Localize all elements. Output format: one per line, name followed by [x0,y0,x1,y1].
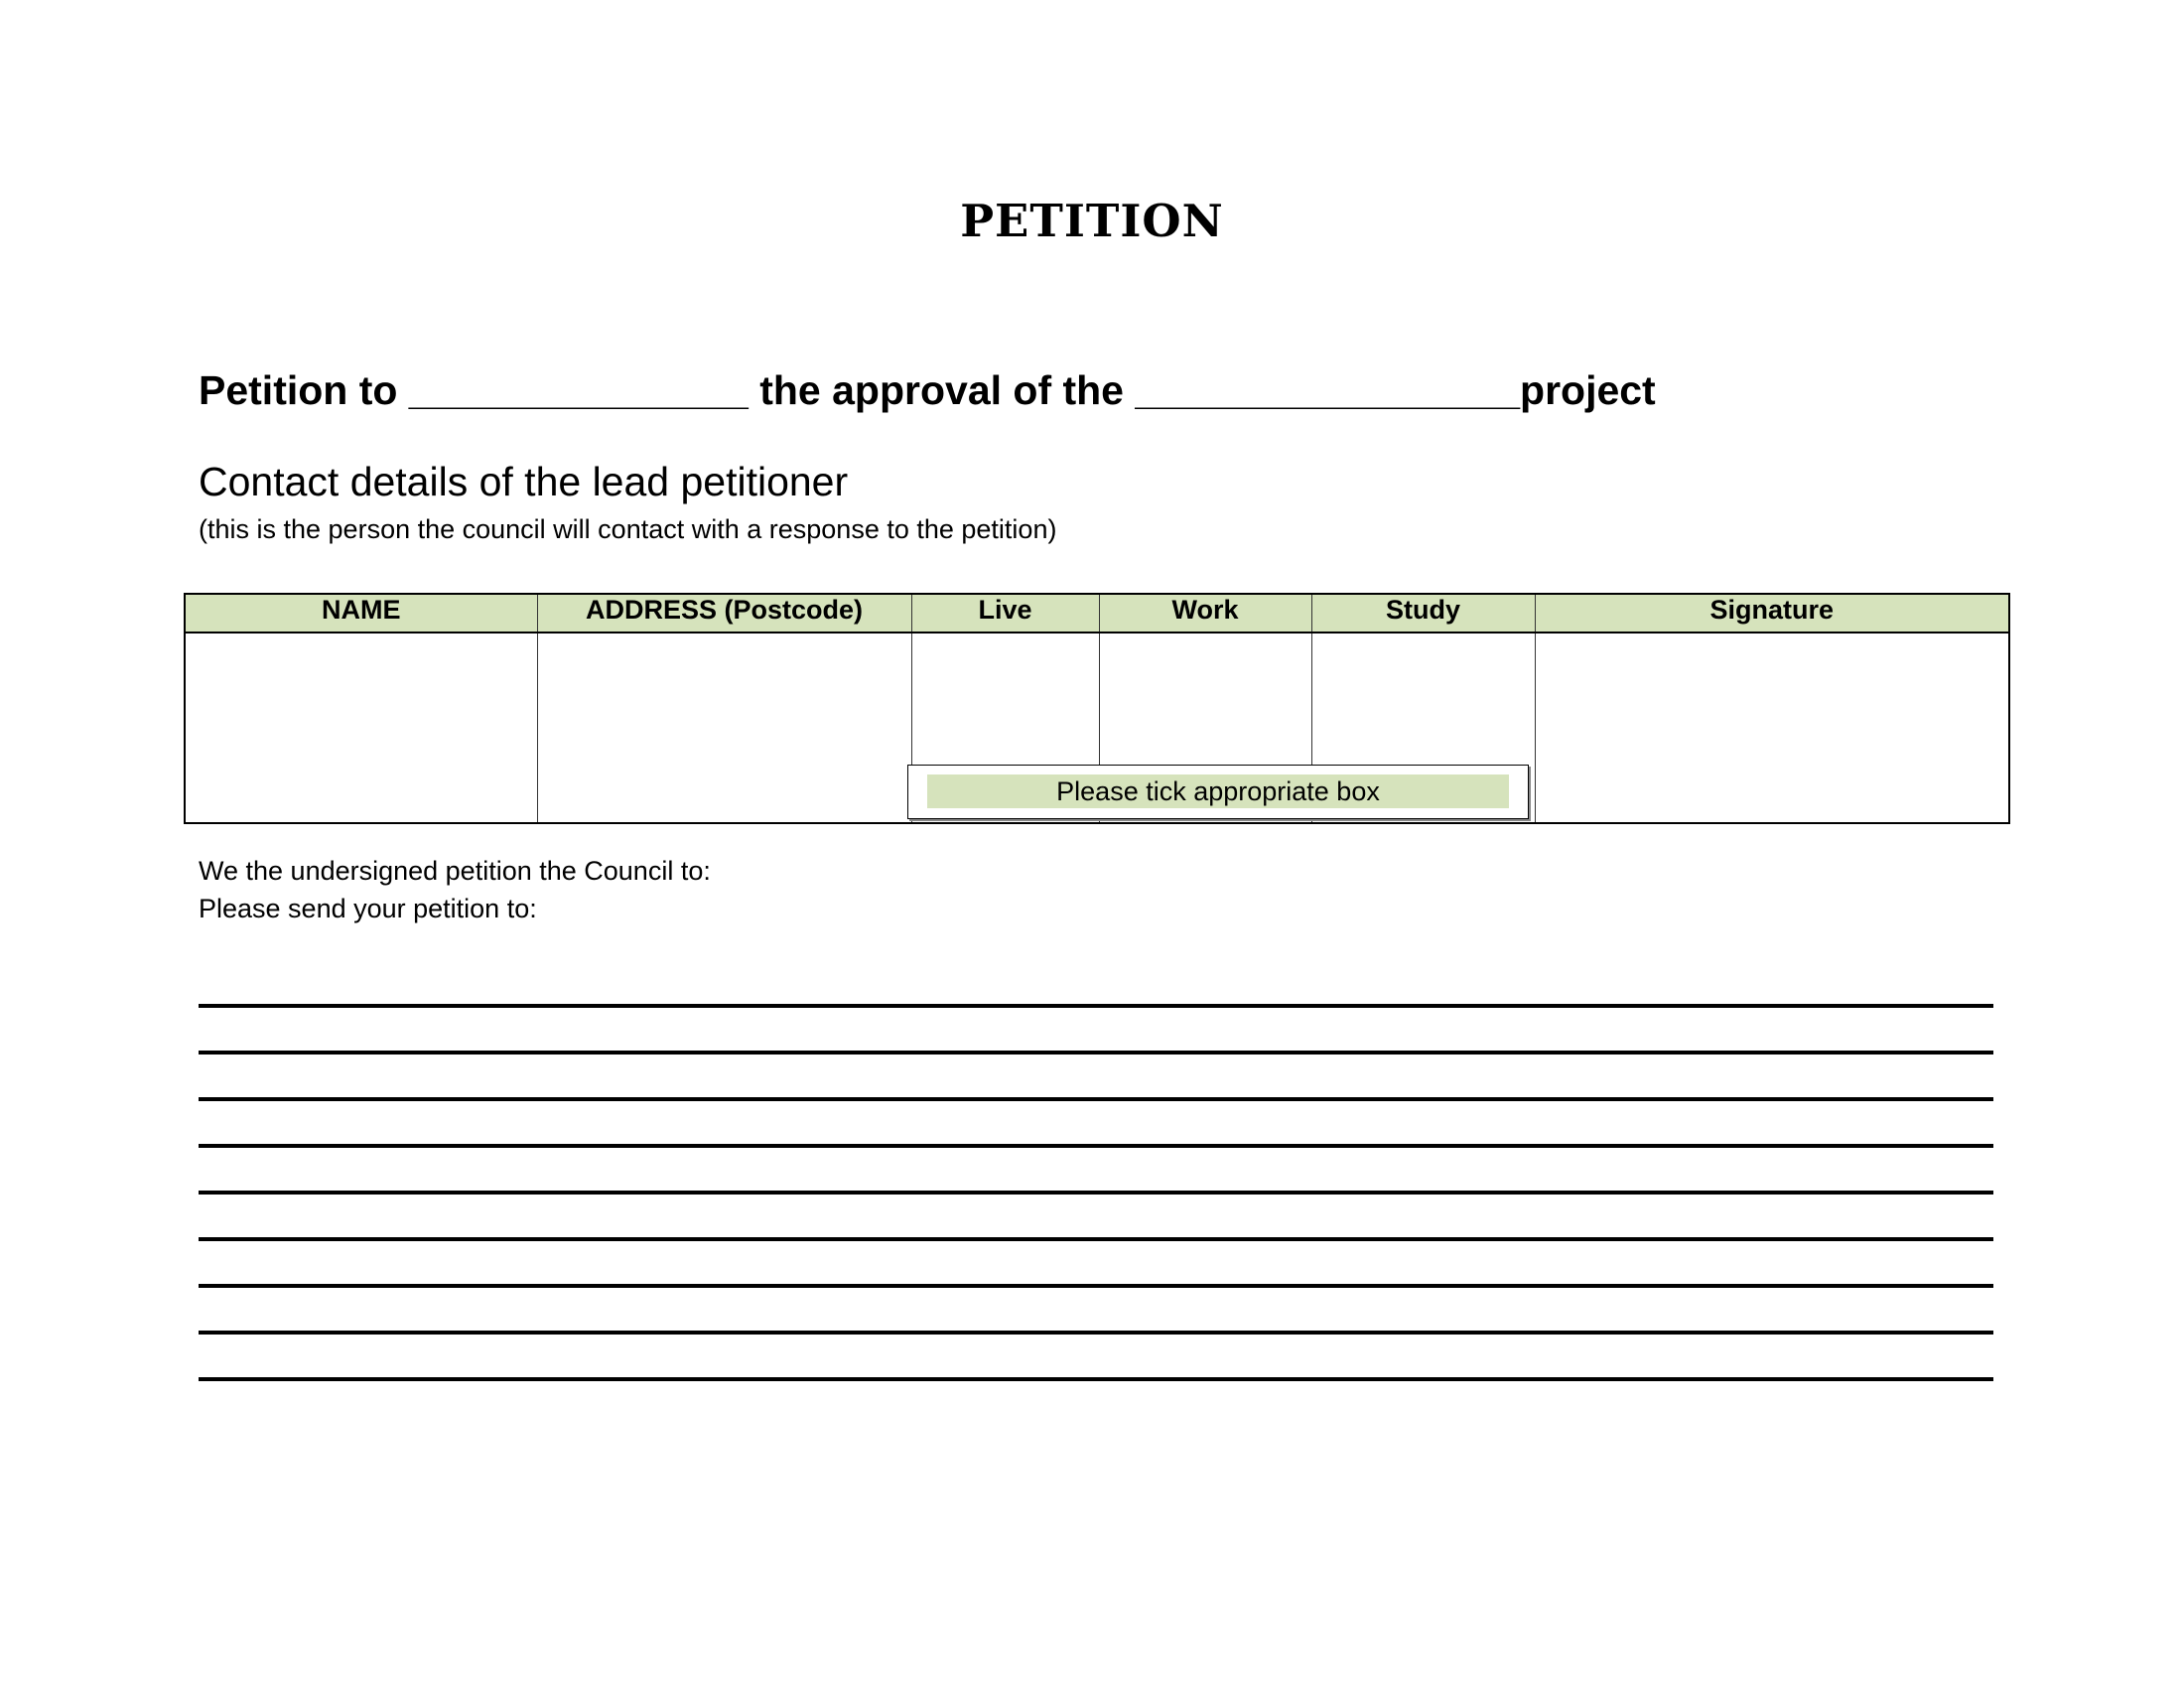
header-address: ADDRESS (Postcode) [537,594,911,633]
header-name: NAME [185,594,537,633]
address-cell[interactable] [537,633,911,823]
signature-cell[interactable] [1535,633,2009,823]
contact-note: (this is the person the council will contact with a response to the petition) [199,514,1057,544]
header-signature: Signature [1535,594,2009,633]
page-title: PETITION [960,195,1224,247]
writing-line[interactable] [199,1051,1993,1055]
writing-line[interactable] [199,1097,1993,1101]
petition-statement: We the undersigned petition the Council to: [199,856,711,886]
table-header-row [185,594,2009,633]
name-cell[interactable] [185,633,537,823]
writing-lines [199,1004,1993,1424]
writing-line[interactable] [199,1331,1993,1335]
writing-line[interactable] [199,1144,1993,1148]
header-work: Work [1099,594,1311,633]
petition-heading: Petition to _______________ the approval of the _________________project [199,367,1656,413]
send-instruction: Please send your petition to: [199,894,537,923]
header-live: Live [911,594,1099,633]
writing-line[interactable] [199,1237,1993,1241]
writing-line[interactable] [199,1284,1993,1288]
contact-heading: Contact details of the lead petitioner [199,459,849,504]
header-study: Study [1311,594,1535,633]
writing-line[interactable] [199,1377,1993,1381]
tick-instruction-box [907,765,1529,819]
writing-line[interactable] [199,1191,1993,1195]
writing-line[interactable] [199,1004,1993,1008]
tick-instruction-text: Please tick appropriate box [927,774,1509,808]
